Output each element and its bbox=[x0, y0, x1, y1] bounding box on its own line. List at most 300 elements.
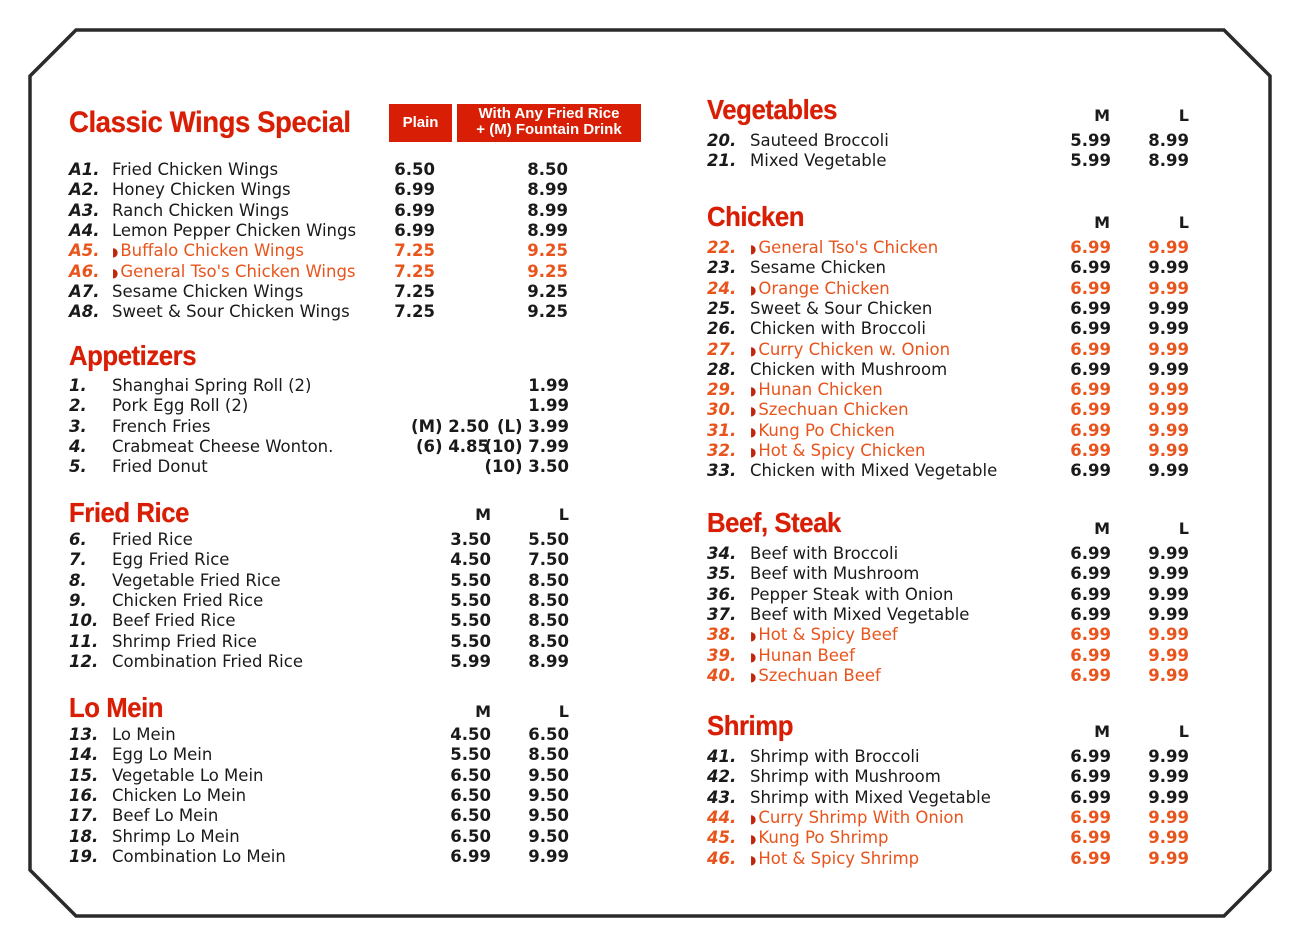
item-name-text: Orange Chicken bbox=[758, 278, 890, 298]
item-name bbox=[750, 585, 953, 605]
price-first: 5.99 bbox=[450, 651, 491, 671]
item-name-text: General Tso's Chicken bbox=[758, 238, 939, 257]
price-second: 9.50 bbox=[528, 806, 569, 826]
item-number: 15. bbox=[69, 765, 99, 785]
item-name bbox=[750, 400, 909, 421]
item-number: 2. bbox=[69, 396, 87, 416]
item-name bbox=[112, 766, 264, 786]
item-name bbox=[112, 221, 356, 241]
item-number: 6. bbox=[69, 530, 87, 549]
section-beef bbox=[707, 507, 1207, 687]
menu-item-row bbox=[707, 828, 1189, 848]
item-name-text: Kung Po Shrimp bbox=[758, 828, 889, 848]
price-first: 6.99 bbox=[394, 200, 435, 220]
item-name-text: Curry Chicken w. Onion bbox=[758, 339, 951, 359]
item-name bbox=[750, 625, 898, 646]
item-name bbox=[112, 611, 235, 631]
item-name-text: Lo Mein bbox=[112, 725, 176, 744]
item-name bbox=[750, 828, 889, 849]
item-name-text: Shrimp with Mixed Vegetable bbox=[750, 787, 991, 807]
item-name-text: Shrimp with Mushroom bbox=[750, 767, 941, 787]
item-number: 42. bbox=[707, 767, 737, 787]
section-title: Classic Wings Special bbox=[69, 106, 351, 139]
price-first: 6.50 bbox=[450, 765, 491, 785]
price-second: 6.50 bbox=[528, 725, 569, 744]
item-name bbox=[112, 786, 246, 806]
price-first: 6.99 bbox=[1070, 298, 1111, 318]
item-number: 37. bbox=[707, 604, 737, 624]
item-name-text: Hot & Spicy Shrimp bbox=[758, 848, 920, 868]
price-second: (L) 3.99 bbox=[496, 416, 569, 436]
item-name-text: Buffalo Chicken Wings bbox=[120, 241, 305, 261]
price-second: 9.99 bbox=[1148, 645, 1189, 665]
chili-pepper-icon: ◗ bbox=[750, 649, 757, 664]
price-first: 5.99 bbox=[1070, 151, 1111, 171]
item-number: 1. bbox=[69, 376, 87, 395]
item-name bbox=[750, 666, 881, 687]
price-second: 9.99 bbox=[1148, 787, 1189, 807]
chili-pepper-icon: ◗ bbox=[750, 852, 757, 867]
item-name bbox=[112, 591, 263, 611]
price-first: 6.99 bbox=[1070, 544, 1111, 563]
price-second: 9.25 bbox=[527, 261, 568, 281]
item-name-text: Beef Fried Rice bbox=[112, 611, 236, 631]
item-name bbox=[750, 279, 890, 300]
menu-item-row bbox=[707, 279, 1189, 299]
item-name-text: Shrimp with Broccoli bbox=[750, 747, 920, 766]
menu-item-row bbox=[707, 131, 1189, 151]
item-name-text: Combination Fried Rice bbox=[112, 651, 303, 671]
chili-pepper-icon: ◗ bbox=[112, 245, 119, 260]
menu-item-row bbox=[707, 788, 1189, 808]
price-first: 6.99 bbox=[1070, 238, 1111, 257]
price-second: 9.99 bbox=[1148, 747, 1189, 766]
menu-item-row bbox=[707, 380, 1189, 400]
price-first: (6) 4.85 bbox=[415, 436, 489, 456]
item-name-text: Egg Lo Mein bbox=[112, 745, 213, 765]
item-name bbox=[750, 767, 941, 787]
item-name-text: Sesame Chicken bbox=[750, 258, 887, 278]
price-second: 8.99 bbox=[1148, 131, 1189, 150]
item-name bbox=[750, 151, 887, 171]
item-number: 11. bbox=[69, 631, 99, 651]
price-second: 9.99 bbox=[1148, 359, 1189, 379]
menu-item-row bbox=[707, 767, 1189, 787]
price-second: 9.99 bbox=[1148, 604, 1189, 624]
price-second: 9.99 bbox=[1148, 461, 1189, 481]
item-name bbox=[750, 441, 925, 462]
item-name-text: Fried Rice bbox=[112, 530, 193, 549]
price-first: 6.99 bbox=[1070, 747, 1111, 766]
item-name bbox=[112, 571, 281, 591]
menu-item-row bbox=[69, 550, 569, 570]
item-name-text: Ranch Chicken Wings bbox=[112, 200, 289, 220]
menu-item-row bbox=[69, 847, 569, 867]
menu-item-row bbox=[69, 262, 568, 282]
item-name bbox=[112, 376, 311, 396]
item-number: 16. bbox=[69, 785, 99, 805]
item-name-text: Sauteed Broccoli bbox=[750, 131, 889, 150]
item-name-text: Pepper Steak with Onion bbox=[750, 584, 954, 604]
menu-item-row bbox=[69, 241, 568, 261]
price-second: 9.99 bbox=[1148, 665, 1189, 685]
item-name-text: Kung Po Chicken bbox=[758, 420, 895, 440]
col-header-l: L bbox=[1178, 519, 1189, 538]
item-number: 29. bbox=[707, 380, 737, 400]
price-second: 8.50 bbox=[527, 160, 568, 179]
item-name-text: Chicken with Broccoli bbox=[750, 319, 926, 339]
price-second: 9.99 bbox=[1148, 339, 1189, 359]
item-name bbox=[112, 180, 291, 200]
item-name bbox=[750, 380, 883, 401]
item-name bbox=[112, 827, 240, 847]
item-name bbox=[112, 847, 286, 867]
chili-pepper-icon: ◗ bbox=[750, 404, 757, 419]
price-first: 6.99 bbox=[1070, 441, 1111, 460]
item-name-text: Beef with Mushroom bbox=[750, 564, 920, 584]
item-name bbox=[750, 258, 886, 278]
item-name-text: Shrimp Lo Mein bbox=[112, 826, 240, 846]
item-name bbox=[112, 201, 289, 221]
item-number: 9. bbox=[69, 590, 87, 610]
item-number: 41. bbox=[707, 747, 737, 766]
item-name bbox=[112, 457, 208, 477]
item-name bbox=[750, 808, 964, 829]
price-first: 5.50 bbox=[450, 570, 491, 590]
price-first: 6.99 bbox=[1070, 278, 1111, 298]
col-header-m: M bbox=[1094, 519, 1110, 538]
chili-pepper-icon: ◗ bbox=[750, 282, 757, 297]
item-number: 24. bbox=[707, 278, 737, 298]
price-second: (10) 7.99 bbox=[484, 436, 569, 456]
header-combo-line-2: + (M) Fountain Drink bbox=[476, 120, 622, 138]
item-name-text: General Tso's Chicken Wings bbox=[120, 261, 356, 281]
price-second: 5.50 bbox=[528, 530, 569, 549]
item-number: 45. bbox=[707, 828, 737, 848]
price-first: 6.99 bbox=[1070, 665, 1111, 685]
item-name-text: Hot & Spicy Chicken bbox=[758, 441, 926, 460]
menu-item-row bbox=[707, 441, 1189, 461]
price-second: 8.99 bbox=[527, 200, 568, 220]
price-first: 6.99 bbox=[1070, 564, 1111, 584]
price-second: 9.99 bbox=[1148, 420, 1189, 440]
item-name-text: Szechuan Beef bbox=[758, 665, 881, 685]
price-second: 8.99 bbox=[528, 651, 569, 671]
price-first: 4.50 bbox=[450, 550, 491, 570]
menu-item-row bbox=[69, 766, 569, 786]
price-second: 8.50 bbox=[528, 590, 569, 610]
item-number: 25. bbox=[707, 298, 737, 318]
menu-item-row bbox=[707, 400, 1189, 420]
item-name bbox=[112, 262, 356, 283]
menu-item-row bbox=[69, 302, 568, 322]
item-name-text: Fried Chicken Wings bbox=[112, 160, 279, 179]
menu-item-row bbox=[707, 666, 1189, 686]
menu-item-row bbox=[69, 571, 569, 591]
price-second: 9.99 bbox=[1148, 625, 1189, 645]
price-second: 9.99 bbox=[1148, 258, 1189, 278]
menu-item-row bbox=[69, 827, 569, 847]
item-name-text: Lemon Pepper Chicken Wings bbox=[112, 220, 357, 240]
item-name-text: Hot & Spicy Beef bbox=[758, 625, 898, 645]
section-appetizers bbox=[69, 340, 649, 480]
section-wings bbox=[69, 104, 649, 329]
item-number: A8. bbox=[69, 302, 100, 322]
item-number: 28. bbox=[707, 359, 737, 379]
item-name bbox=[112, 530, 193, 550]
item-name bbox=[112, 437, 333, 457]
item-name bbox=[112, 806, 218, 826]
chili-pepper-icon: ◗ bbox=[750, 832, 757, 847]
price-first: 6.99 bbox=[1070, 461, 1111, 481]
item-number: 33. bbox=[707, 461, 737, 481]
price-first: 6.99 bbox=[450, 846, 491, 866]
menu-item-row bbox=[707, 605, 1189, 625]
section-shrimp bbox=[707, 710, 1207, 870]
item-number: 43. bbox=[707, 787, 737, 807]
price-second: 9.50 bbox=[528, 826, 569, 846]
header-combo-badge bbox=[457, 104, 641, 142]
chili-pepper-icon: ◗ bbox=[750, 384, 757, 399]
item-name bbox=[750, 299, 932, 319]
item-number: 44. bbox=[707, 807, 737, 827]
item-name bbox=[750, 849, 919, 870]
chili-pepper-icon: ◗ bbox=[750, 445, 757, 459]
menu-item-row bbox=[707, 238, 1189, 258]
item-name-text: Szechuan Chicken bbox=[758, 400, 909, 420]
item-name-text: Beef Lo Mein bbox=[112, 806, 219, 826]
item-number: A2. bbox=[69, 180, 100, 200]
price-first: 6.99 bbox=[394, 180, 435, 200]
item-name bbox=[112, 550, 229, 570]
price-first: 6.99 bbox=[1070, 319, 1111, 339]
item-number: 30. bbox=[707, 400, 737, 420]
col-header-m: M bbox=[475, 702, 491, 721]
menu-item-row bbox=[69, 180, 568, 200]
section-title: Lo Mein bbox=[69, 692, 164, 723]
section-title: Fried Rice bbox=[69, 497, 189, 528]
item-name bbox=[112, 302, 350, 322]
chili-pepper-icon: ◗ bbox=[112, 265, 119, 280]
price-first: 6.99 bbox=[1070, 625, 1111, 645]
item-name-text: Chicken Lo Mein bbox=[112, 785, 247, 805]
price-first: 6.50 bbox=[450, 826, 491, 846]
item-number: 22. bbox=[707, 238, 737, 257]
menu-item-row bbox=[707, 585, 1189, 605]
item-name-text: Hunan Chicken bbox=[758, 380, 883, 400]
price-first: 6.50 bbox=[450, 785, 491, 805]
menu-item-row bbox=[707, 360, 1189, 380]
item-name-text: Vegetable Fried Rice bbox=[112, 570, 281, 590]
menu-item-row bbox=[69, 530, 569, 550]
item-number: 4. bbox=[69, 436, 87, 456]
item-name-text: Chicken Fried Rice bbox=[112, 590, 264, 610]
price-first: 5.50 bbox=[450, 611, 491, 631]
menu-item-row bbox=[707, 625, 1189, 645]
price-first: 3.50 bbox=[450, 530, 491, 549]
price-first: 6.99 bbox=[1070, 645, 1111, 665]
item-name bbox=[112, 745, 212, 765]
price-first: 6.99 bbox=[1070, 807, 1111, 827]
menu-item-row bbox=[69, 806, 569, 826]
item-number: 34. bbox=[707, 544, 737, 563]
item-number: 26. bbox=[707, 319, 737, 339]
price-first: (M) 2.50 bbox=[411, 416, 489, 436]
price-second: 7.50 bbox=[528, 550, 569, 570]
item-number: A4. bbox=[69, 220, 100, 240]
item-name bbox=[750, 747, 920, 767]
item-name bbox=[750, 340, 950, 361]
price-second: (10) 3.50 bbox=[484, 457, 569, 477]
col-header-l: L bbox=[1178, 213, 1189, 232]
menu-item-row bbox=[69, 745, 569, 765]
price-second: 1.99 bbox=[528, 396, 569, 416]
menu-item-row bbox=[707, 151, 1189, 171]
price-first: 6.99 bbox=[1070, 339, 1111, 359]
price-first: 6.99 bbox=[1070, 604, 1111, 624]
item-name-text: Shrimp Fried Rice bbox=[112, 631, 257, 651]
item-name-text: Curry Shrimp With Onion bbox=[758, 807, 964, 827]
section-lo-mein bbox=[69, 692, 649, 872]
price-first: 6.99 bbox=[1070, 787, 1111, 807]
price-first: 6.99 bbox=[1070, 258, 1111, 278]
section-title: Vegetables bbox=[707, 94, 838, 125]
item-number: 19. bbox=[69, 846, 99, 866]
item-number: 20. bbox=[707, 131, 737, 150]
item-name-text: Sesame Chicken Wings bbox=[112, 281, 304, 301]
price-first: 4.50 bbox=[450, 725, 491, 744]
menu-item-row bbox=[69, 417, 569, 437]
price-second: 8.50 bbox=[528, 745, 569, 765]
header-combo-line-1: With Any Fried Rice bbox=[478, 105, 620, 122]
menu-item-row bbox=[707, 258, 1189, 278]
menu-item-row bbox=[69, 201, 568, 221]
price-first: 6.99 bbox=[394, 220, 435, 240]
item-number: 23. bbox=[707, 258, 737, 278]
menu-item-row bbox=[69, 221, 568, 241]
section-chicken bbox=[707, 201, 1207, 489]
section-vegetables bbox=[707, 94, 1207, 178]
item-number: 5. bbox=[69, 457, 87, 477]
item-number: 18. bbox=[69, 826, 99, 846]
price-second: 9.50 bbox=[528, 765, 569, 785]
item-name bbox=[112, 417, 211, 437]
item-name-text: Beef with Mixed Vegetable bbox=[750, 604, 970, 624]
menu-item-row bbox=[707, 646, 1189, 666]
item-number: A1. bbox=[69, 160, 100, 179]
item-number: 8. bbox=[69, 570, 87, 590]
menu-item-row bbox=[707, 340, 1189, 360]
price-second: 8.99 bbox=[527, 180, 568, 200]
price-second: 8.50 bbox=[528, 570, 569, 590]
col-header-m: M bbox=[1094, 106, 1110, 125]
price-first: 6.99 bbox=[1070, 848, 1111, 868]
item-number: 46. bbox=[707, 848, 737, 868]
price-second: 9.25 bbox=[527, 281, 568, 301]
price-second: 9.25 bbox=[527, 241, 568, 261]
menu-item-row bbox=[69, 282, 568, 302]
item-name bbox=[112, 652, 303, 672]
menu-item-row bbox=[707, 808, 1189, 828]
col-header-l: L bbox=[558, 505, 569, 524]
price-first: 7.25 bbox=[394, 261, 435, 281]
item-number: 40. bbox=[707, 665, 737, 685]
item-name bbox=[112, 160, 278, 180]
menu-item-row bbox=[69, 437, 569, 457]
item-name bbox=[750, 605, 969, 625]
item-number: 14. bbox=[69, 745, 99, 765]
item-name bbox=[750, 360, 947, 380]
menu-item-row bbox=[707, 461, 1189, 481]
menu-item-row bbox=[69, 632, 569, 652]
price-first: 5.50 bbox=[450, 590, 491, 610]
menu-item-row bbox=[707, 747, 1189, 767]
chili-pepper-icon: ◗ bbox=[750, 669, 757, 684]
header-plain-badge: Plain bbox=[389, 104, 452, 142]
col-header-l: L bbox=[1178, 722, 1189, 741]
price-first: 6.99 bbox=[1070, 584, 1111, 604]
price-second: 9.99 bbox=[1148, 380, 1189, 400]
price-second: 9.99 bbox=[1148, 400, 1189, 420]
menu-item-row bbox=[69, 396, 569, 416]
item-name bbox=[112, 632, 257, 652]
item-name-text: Combination Lo Mein bbox=[112, 846, 286, 866]
price-first: 5.99 bbox=[1070, 131, 1111, 150]
item-name-text: Beef with Broccoli bbox=[750, 544, 899, 563]
item-number: 35. bbox=[707, 564, 737, 584]
menu-item-row bbox=[69, 652, 569, 672]
price-second: 8.99 bbox=[1148, 151, 1189, 171]
item-name bbox=[750, 788, 991, 808]
item-number: 32. bbox=[707, 441, 737, 460]
menu-item-row bbox=[69, 786, 569, 806]
price-second: 9.99 bbox=[1148, 828, 1189, 848]
item-name-text: Sweet & Sour Chicken bbox=[750, 298, 933, 318]
menu-item-row bbox=[707, 564, 1189, 584]
item-name-text: Hunan Beef bbox=[758, 645, 855, 665]
price-second: 8.50 bbox=[528, 631, 569, 651]
item-name bbox=[112, 725, 176, 745]
menu-item-row bbox=[69, 611, 569, 631]
chili-pepper-icon: ◗ bbox=[750, 424, 757, 439]
price-second: 8.50 bbox=[528, 611, 569, 631]
price-second: 9.25 bbox=[527, 302, 568, 322]
item-number: A3. bbox=[69, 200, 100, 220]
price-second: 9.99 bbox=[1148, 564, 1189, 584]
price-first: 6.99 bbox=[1070, 828, 1111, 848]
menu-item-row bbox=[69, 725, 569, 745]
item-name bbox=[750, 646, 855, 667]
item-number: 7. bbox=[69, 550, 87, 570]
item-number: A7. bbox=[69, 281, 100, 301]
price-second: 9.99 bbox=[1148, 584, 1189, 604]
section-title: Chicken bbox=[707, 201, 805, 232]
col-header-m: M bbox=[1094, 213, 1110, 232]
item-name-text: Fried Donut bbox=[112, 457, 208, 477]
item-name-text: Shanghai Spring Roll (2) bbox=[112, 376, 312, 395]
item-name-text: Chicken with Mixed Vegetable bbox=[750, 461, 998, 481]
price-second: 9.99 bbox=[1148, 544, 1189, 563]
item-name-text: Pork Egg Roll (2) bbox=[112, 396, 249, 416]
price-first: 5.50 bbox=[450, 745, 491, 765]
price-first: 6.99 bbox=[1070, 767, 1111, 787]
menu-item-row bbox=[69, 591, 569, 611]
item-number: 21. bbox=[707, 151, 737, 171]
item-name bbox=[750, 421, 895, 442]
price-first: 6.99 bbox=[1070, 359, 1111, 379]
item-name-text: Crabmeat Cheese Wonton. bbox=[112, 436, 334, 456]
menu-item-row bbox=[707, 299, 1189, 319]
